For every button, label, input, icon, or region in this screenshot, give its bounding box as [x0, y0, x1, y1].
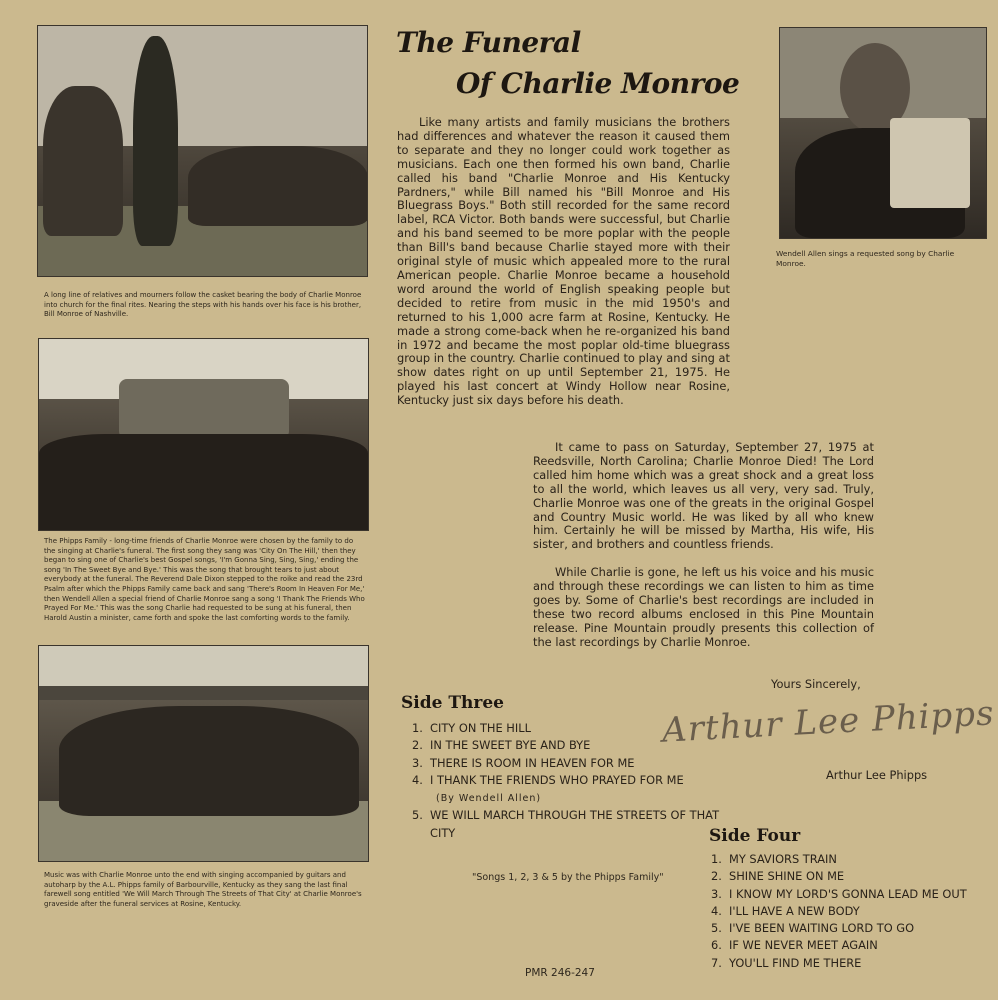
track-item	[711, 851, 967, 868]
photo-caption-graveside: Music was with Charlie Monroe unto the end with singing accompanied by guitars and autoharp by the A.L. Phipps family of Barbourville, Kentucky as they sang the last final farewell song entitled 'We Will March Through The Streets of That City' at Charlie Monroe's graveside after the funeral services at Rosine, Kentucky.	[44, 871, 362, 908]
closing-salutation: Yours Sincerely,	[771, 677, 861, 691]
track-number: 3.	[412, 755, 423, 770]
signature: Arthur Lee Phipps	[661, 693, 996, 751]
track-item	[412, 825, 719, 842]
signer-name: Arthur Lee Phipps	[826, 768, 928, 782]
side-three-note: "Songs 1, 2, 3 & 5 by the Phipps Family"	[472, 872, 664, 883]
track-item	[412, 737, 719, 754]
body-paragraph-1: Like many artists and family musicians the brothers had differences and whatever the reason it caused them to separate and they no longer could work together as musicians. Each one then formed his own band, Charlie called his band "Charlie Monroe and His Kentucky Pardners," while Bill named his "Bill Monroe and His Bluegrass Boys." Both still recorded for the same record label, RCA Victor. Both bands were successful, but Charlie and his band seemed to be more poplar with the people than Bill's band because Charlie stayed more with their original style of music which appealed more to the rural American people. Charlie Monroe became a household word around the world of English speaking people but decided to retire from music in the mid 1950's and returned to his 1,000 acre farm at Rosine, Kentucky. He made a strong come-back when he re-organized his band in 1972 and became the most poplar old-time bluegrass group in the country. Charlie continued to play and sing at show dates right on up until September 21, 1975. He played his last concert at Windy Hollow near Rosine, Kentucky just six days before his death.	[397, 115, 730, 408]
track-number: 5.	[412, 808, 423, 823]
photo-funeral-procession	[37, 25, 368, 277]
photo-graveside	[38, 645, 369, 862]
track-title: WE WILL MARCH THROUGH THE STREETS OF THAT	[430, 808, 720, 823]
track-title: IN THE SWEET BYE AND BYE	[430, 738, 591, 753]
photo-wendell-allen	[779, 27, 987, 239]
side-three-heading: Side Three	[401, 693, 504, 713]
track-title: I KNOW MY LORD'S GONNA LEAD ME OUT	[729, 886, 967, 901]
track-title: (By Wendell Allen)	[436, 793, 542, 805]
track-item	[412, 807, 719, 824]
track-title: I'LL HAVE A NEW BODY	[729, 903, 860, 918]
track-item	[711, 903, 967, 920]
track-item	[711, 920, 967, 937]
photo-funeral-service	[38, 338, 369, 531]
track-number: 3.	[711, 886, 722, 901]
track-number: 6.	[711, 938, 722, 953]
body-paragraph-2: It came to pass on Saturday, September 27, 1975 at Reedsville, North Carolina; Charlie Monroe Died! The Lord called him home which was a great shock and a great loss to all the world, which leaves us all very, very sad. Truly, Charlie Monroe was one of the greats in the original Gospel and Country Music world. He was liked by all who knew him. Certainly he will be missed by Martha, His wife, His sister, and brothers and countless friends.	[533, 440, 874, 552]
track-title: CITY ON THE HILL	[430, 721, 531, 735]
photo-caption-procession: A long line of relatives and mourners follow the casket bearing the body of Charlie Monroe into church for the final rites. Nearing the steps with his hands over his face is his brother, Bill Monroe of Nashville.	[44, 291, 362, 319]
track-number: 4.	[412, 772, 423, 787]
track-title: IF WE NEVER MEET AGAIN	[729, 938, 878, 953]
track-number: 7.	[711, 955, 722, 970]
track-title: MY SAVIORS TRAIN	[729, 852, 837, 866]
track-number: 2.	[711, 869, 722, 884]
track-item	[412, 772, 719, 789]
catalog-number: PMR 246-247	[525, 967, 595, 979]
track-item	[711, 886, 967, 903]
track-item	[711, 937, 967, 954]
track-title: I'VE BEEN WAITING LORD TO GO	[729, 921, 915, 936]
track-title: CITY	[430, 825, 456, 840]
page-title-line-2: Of Charlie Monroe	[456, 67, 740, 100]
track-number: 1.	[412, 721, 423, 735]
track-title: I THANK THE FRIENDS WHO PRAYED FOR ME	[430, 772, 684, 787]
track-title: THERE IS ROOM IN HEAVEN FOR ME	[430, 755, 635, 770]
body-paragraph-3: While Charlie is gone, he left us his voice and his music and through these recordings we can listen to him as time goes by. Some of Charlie's best recordings are included in these two record albums enclosed in this Pine Mountain release. Pine Mountain proudly presents this collection of the last recordings by Charlie Monroe.	[533, 565, 874, 649]
track-item	[412, 789, 719, 807]
photo-caption-portrait: Wendell Allen sings a requested song by Charlie Monroe.	[776, 249, 955, 268]
side-four-tracklist	[711, 851, 967, 972]
track-title: YOU'LL FIND ME THERE	[729, 955, 862, 970]
track-number: 2.	[412, 738, 423, 753]
track-title: SHINE SHINE ON ME	[729, 869, 845, 884]
track-number: 1.	[711, 852, 722, 866]
track-number: 5.	[711, 921, 722, 936]
track-item	[711, 955, 967, 972]
track-item	[711, 868, 967, 885]
side-three-tracklist	[412, 720, 719, 842]
track-number: 4.	[711, 903, 722, 918]
side-four-heading: Side Four	[709, 826, 801, 846]
photo-caption-service: The Phipps Family - long-time friends of Charlie Monroe were chosen by the family to do the singing at Charlie's funeral. The first song they sang was 'City On The Hill,' then they began to sing one of Charlie's best Gospel songs, 'I'm Gonna Sing, Sing, Sing,' ending the song 'In The Sweet Bye and Bye.' This was the song that brought tears to just about everybody at the funeral. The Reverend Dale Dixon stepped to the roike and read the 23rd Psalm after which the Phipps Family came back and sang 'There's Room In Heaven For Me,' then Wendell Allen a special friend of Charlie Monroe sang a song 'I Thank The Friends Who Prayed For Me.' This was the song Charlie had requested to be sung at his funeral, then Harold Austin a minister, came forth and spoke the last comforting words to the family.	[44, 537, 365, 622]
track-item	[412, 755, 719, 772]
track-item	[412, 720, 719, 737]
page-title-line-1: The Funeral	[396, 26, 581, 59]
